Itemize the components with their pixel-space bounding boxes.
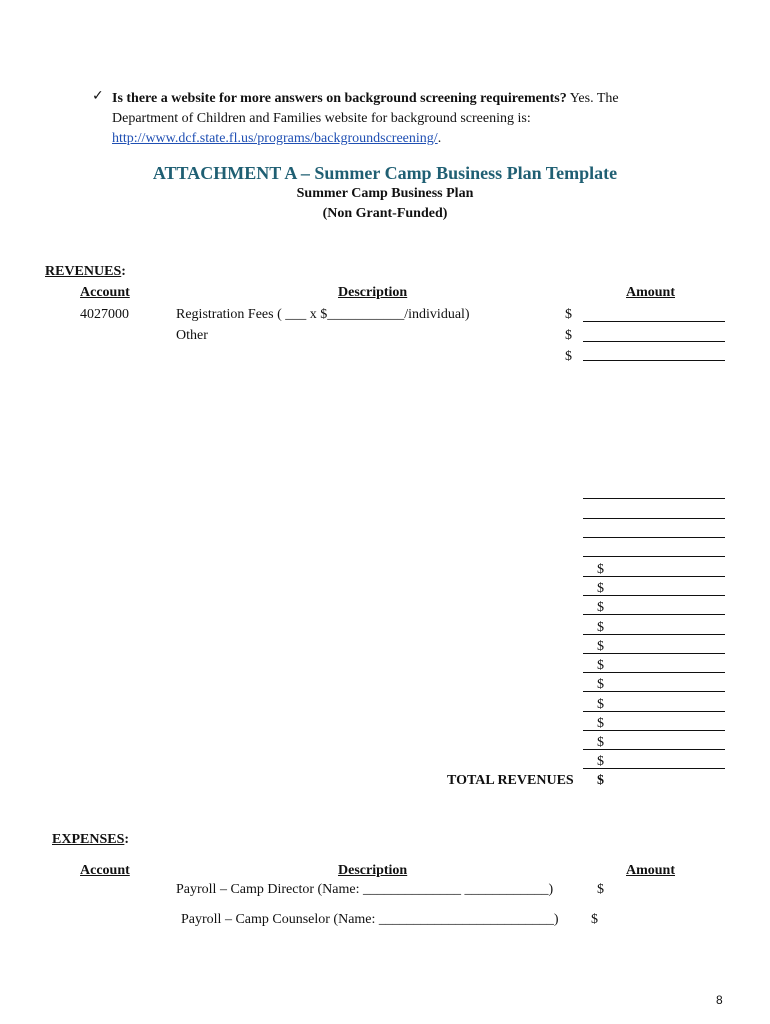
checkmark-icon: ✓ xyxy=(92,88,104,104)
dollar-amount-line[interactable] xyxy=(583,614,725,615)
dollar-amount-line[interactable] xyxy=(583,672,725,673)
amount-dollar: $ xyxy=(597,581,604,596)
amount-dollar: $ xyxy=(597,562,604,577)
revenue-row-account: 4027000 xyxy=(80,307,129,322)
dollar-amount-line[interactable] xyxy=(583,595,725,596)
revenue-row-description: Other xyxy=(176,328,208,343)
dollar-amount-line[interactable] xyxy=(583,730,725,731)
revenue-amount-line[interactable] xyxy=(583,341,725,342)
revenue-amount-line[interactable] xyxy=(583,360,725,361)
expenses-col-description: Description xyxy=(338,863,408,878)
amount-dollar: $ xyxy=(597,658,604,673)
expenses-heading xyxy=(52,832,129,848)
dollar-amount-line[interactable] xyxy=(583,691,725,692)
blank-amount-line[interactable] xyxy=(583,537,725,538)
revenue-row-dollar: $ xyxy=(565,328,572,343)
blank-amount-line[interactable] xyxy=(583,518,725,519)
page-number: 8 xyxy=(716,993,723,1007)
expense-row-description: Payroll – Camp Director (Name: ______________ ____________) xyxy=(176,882,554,897)
expenses-heading-colon: : xyxy=(124,832,130,847)
revenues-heading xyxy=(45,264,126,280)
attachment-title: ATTACHMENT A – Summer Camp Business Plan Template xyxy=(152,163,618,183)
revenue-row-dollar: $ xyxy=(565,307,572,322)
plan-subtitle-funding: (Non Grant-Funded) xyxy=(322,206,448,221)
amount-dollar: $ xyxy=(597,754,604,769)
amount-dollar: $ xyxy=(597,639,604,654)
faq-answer-start: Yes. The xyxy=(566,91,619,106)
dollar-amount-line[interactable] xyxy=(583,653,725,654)
dollar-amount-line[interactable] xyxy=(583,634,725,635)
faq-item xyxy=(112,89,619,149)
revenues-col-description: Description xyxy=(338,285,408,300)
faq-url-link[interactable]: http://www.dcf.state.fl.us/programs/backgroundscreening/ xyxy=(112,131,438,146)
dollar-amount-line[interactable] xyxy=(583,768,725,769)
amount-dollar: $ xyxy=(597,620,604,635)
faq-question: Is there a website for more answers on background screening requirements? xyxy=(112,91,567,106)
revenue-row-dollar: $ xyxy=(565,349,572,364)
blank-amount-line[interactable] xyxy=(583,498,725,499)
expenses-col-account: Account xyxy=(80,863,130,878)
revenues-col-amount: Amount xyxy=(626,285,676,300)
expense-row-dollar: $ xyxy=(591,912,598,927)
revenues-col-account: Account xyxy=(80,285,130,300)
faq-answer-line2: Department of Children and Families website for background screening is: xyxy=(112,111,531,126)
expense-row-description: Payroll – Camp Counselor (Name: _________________________) xyxy=(181,912,559,927)
dollar-amount-line[interactable] xyxy=(583,711,725,712)
revenue-row-description: Registration Fees ( ___ x $___________/individual) xyxy=(176,307,470,322)
plan-subtitle: Summer Camp Business Plan xyxy=(296,186,474,201)
total-revenues-label: TOTAL REVENUES xyxy=(447,773,574,788)
blank-amount-line[interactable] xyxy=(583,556,725,557)
dollar-amount-line[interactable] xyxy=(583,576,725,577)
amount-dollar: $ xyxy=(597,716,604,731)
total-revenues-dollar: $ xyxy=(597,773,604,788)
expense-row-dollar: $ xyxy=(597,882,604,897)
faq-url-suffix: . xyxy=(437,131,442,146)
amount-dollar: $ xyxy=(597,697,604,712)
amount-dollar: $ xyxy=(597,735,604,750)
amount-dollar: $ xyxy=(597,600,604,615)
revenue-amount-line[interactable] xyxy=(583,321,725,322)
amount-dollar: $ xyxy=(597,677,604,692)
expenses-heading-label: EXPENSES xyxy=(52,832,125,847)
revenues-heading-colon: : xyxy=(121,264,126,279)
revenues-heading-label: REVENUES xyxy=(45,264,122,279)
expenses-col-amount: Amount xyxy=(626,863,676,878)
dollar-amount-line[interactable] xyxy=(583,749,725,750)
